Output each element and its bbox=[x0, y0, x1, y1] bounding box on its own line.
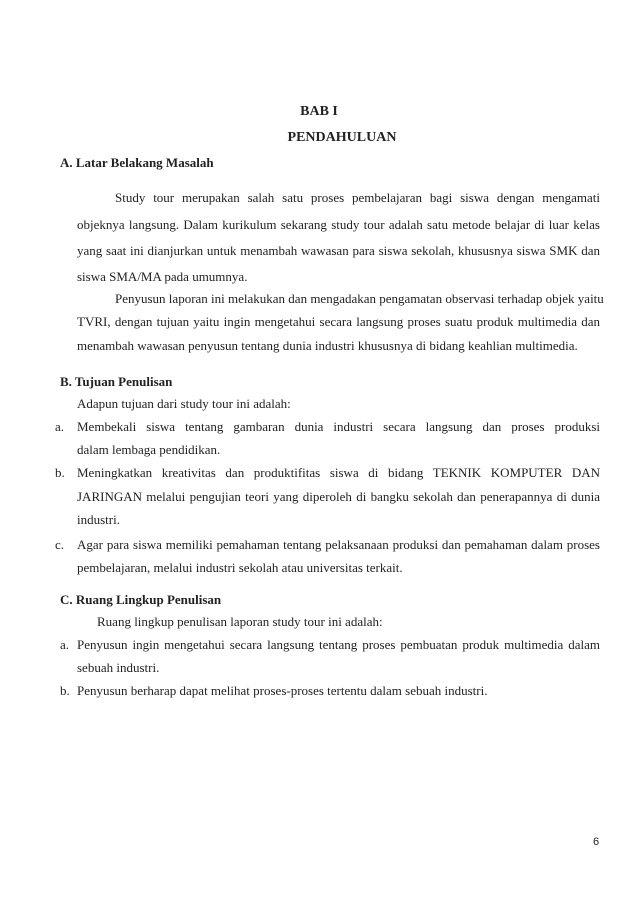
list-marker: a. bbox=[60, 637, 70, 652]
page-number: 6 bbox=[593, 836, 600, 848]
list-item-line: sebuah industri. bbox=[77, 660, 160, 675]
paragraph-line: siswa SMA/MA pada umumnya. bbox=[77, 269, 248, 284]
paragraph-line: objeknya langsung. Dalam kurikulum sekarang study tour adalah satu metode belajar di luar kelas bbox=[77, 217, 600, 232]
paragraph-line: Study tour merupakan salah satu proses pembelajaran bagi siswa dengan mengamati bbox=[115, 190, 600, 205]
section-c-intro: Ruang lingkup penulisan laporan study tour ini adalah: bbox=[97, 614, 383, 629]
list-item-line: Agar para siswa memiliki pemahaman tentang pelaksanaan produksi dan pemahaman dalam proses bbox=[77, 537, 600, 552]
section-c-heading: C. Ruang Lingkup Penulisan bbox=[60, 592, 222, 607]
list-item-line: JARINGAN melalui pengujian teori yang diperoleh di bangku sekolah dan penerapannya di dunia bbox=[77, 489, 600, 504]
list-item-line: Meningkatkan kreativitas dan produktifitas siswa di bidang TEKNIK KOMPUTER DAN bbox=[77, 465, 600, 480]
paragraph-line: menambah wawasan penyusun tentang dunia industri khususnya di bidang keahlian multimedia. bbox=[77, 338, 578, 353]
paragraph-line: yang saat ini dianjurkan untuk menambah wawasan para siswa sekolah, khususnya siswa SMK dan bbox=[77, 243, 600, 258]
list-marker: a. bbox=[55, 419, 65, 434]
list-item-line: Penyusun ingin mengetahui secara langsung tentang proses pembuatan produk multimedia dalam bbox=[77, 637, 600, 652]
section-b-intro: Adapun tujuan dari study tour ini adalah: bbox=[77, 396, 291, 411]
section-b-heading: B. Tujuan Penulisan bbox=[60, 374, 173, 389]
paragraph-line: Penyusun laporan ini melakukan dan mengadakan pengamatan observasi terhadap objek yaitu bbox=[115, 291, 604, 306]
chapter-title: BAB I bbox=[300, 104, 338, 119]
list-marker: b. bbox=[55, 465, 65, 480]
list-marker: b. bbox=[60, 683, 70, 698]
list-item-line: dalam lembaga pendidikan. bbox=[77, 442, 221, 457]
list-marker: c. bbox=[55, 537, 65, 552]
list-item-line: Penyusun berharap dapat melihat proses-proses tertentu dalam sebuah industri. bbox=[77, 683, 488, 698]
list-item-line: pembelajaran, melalui industri sekolah atau universitas terkait. bbox=[77, 560, 403, 575]
chapter-subtitle: PENDAHULUAN bbox=[287, 130, 397, 145]
paragraph-line: TVRI, dengan tujuan yaitu ingin mengetahui secara langsung proses suatu produk multimedia dan bbox=[77, 314, 600, 329]
list-item-line: Membekali siswa tentang gambaran dunia industri secara langsung dan proses produksi bbox=[77, 419, 600, 434]
list-item-line: industri. bbox=[77, 512, 120, 527]
section-a-heading: A. Latar Belakang Masalah bbox=[60, 155, 214, 170]
